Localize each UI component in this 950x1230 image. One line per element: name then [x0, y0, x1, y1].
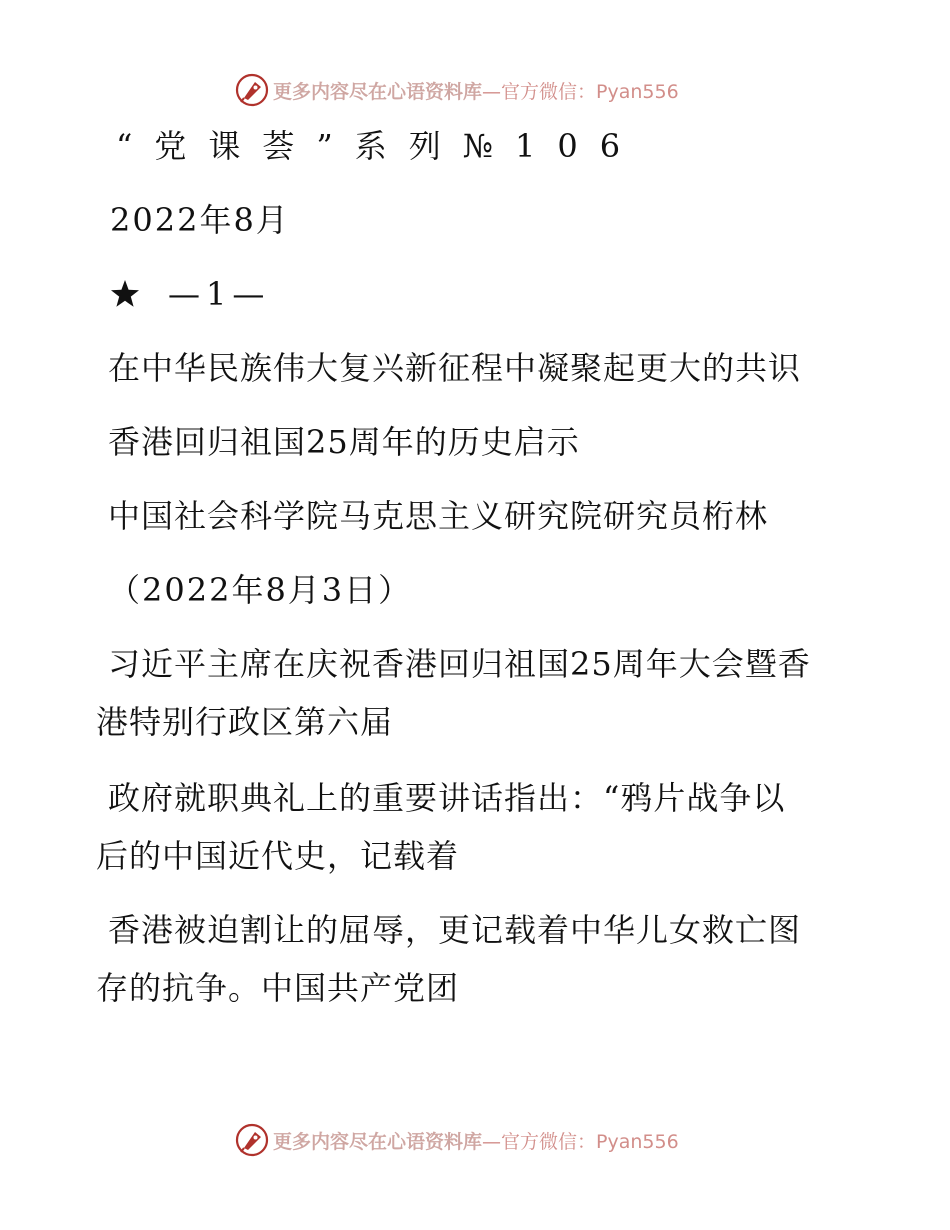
body-line: 港特别行政区第六届 [96, 703, 394, 741]
watermark-wechat-text: —官方微信：Pyan556 [482, 1130, 679, 1153]
body-line: 香港被迫割让的屈辱，更记载着中华儿女救亡图 [108, 911, 802, 949]
body-line: 存的抗争。中国共产党团 [96, 969, 460, 1007]
watermark-site-text: 更多内容尽在心语资料库 [273, 80, 483, 103]
header-watermark [235, 72, 679, 108]
page-marker-row [110, 274, 270, 314]
publish-date: （2022年8月3日） [108, 571, 413, 609]
watermark-wechat-text: —官方微信：Pyan556 [482, 80, 679, 103]
body-line: 习近平主席在庆祝香港回归祖国25周年大会暨香 [108, 645, 811, 683]
issue-date: 2022年8月 [110, 201, 290, 239]
page-number-marker: —1— [168, 275, 271, 313]
footer-watermark [235, 1122, 679, 1158]
article-author: 中国社会科学院马克思主义研究院研究员桁林 [108, 497, 769, 535]
article-title: 在中华民族伟大复兴新征程中凝聚起更大的共识 [108, 349, 802, 387]
article-subtitle: 香港回归祖国25周年的历史启示 [108, 423, 580, 461]
pen-nib-logo-icon [235, 1123, 269, 1157]
watermark-site-text: 更多内容尽在心语资料库 [273, 1130, 483, 1153]
pen-nib-logo-icon [235, 73, 269, 107]
body-line: 政府就职典礼上的重要讲话指出：“鸦片战争以 [108, 779, 786, 817]
star-icon [110, 279, 140, 309]
body-line: 后的中国近代史，记载着 [96, 837, 460, 875]
series-heading: “党课荟”系列№106 [116, 127, 643, 165]
